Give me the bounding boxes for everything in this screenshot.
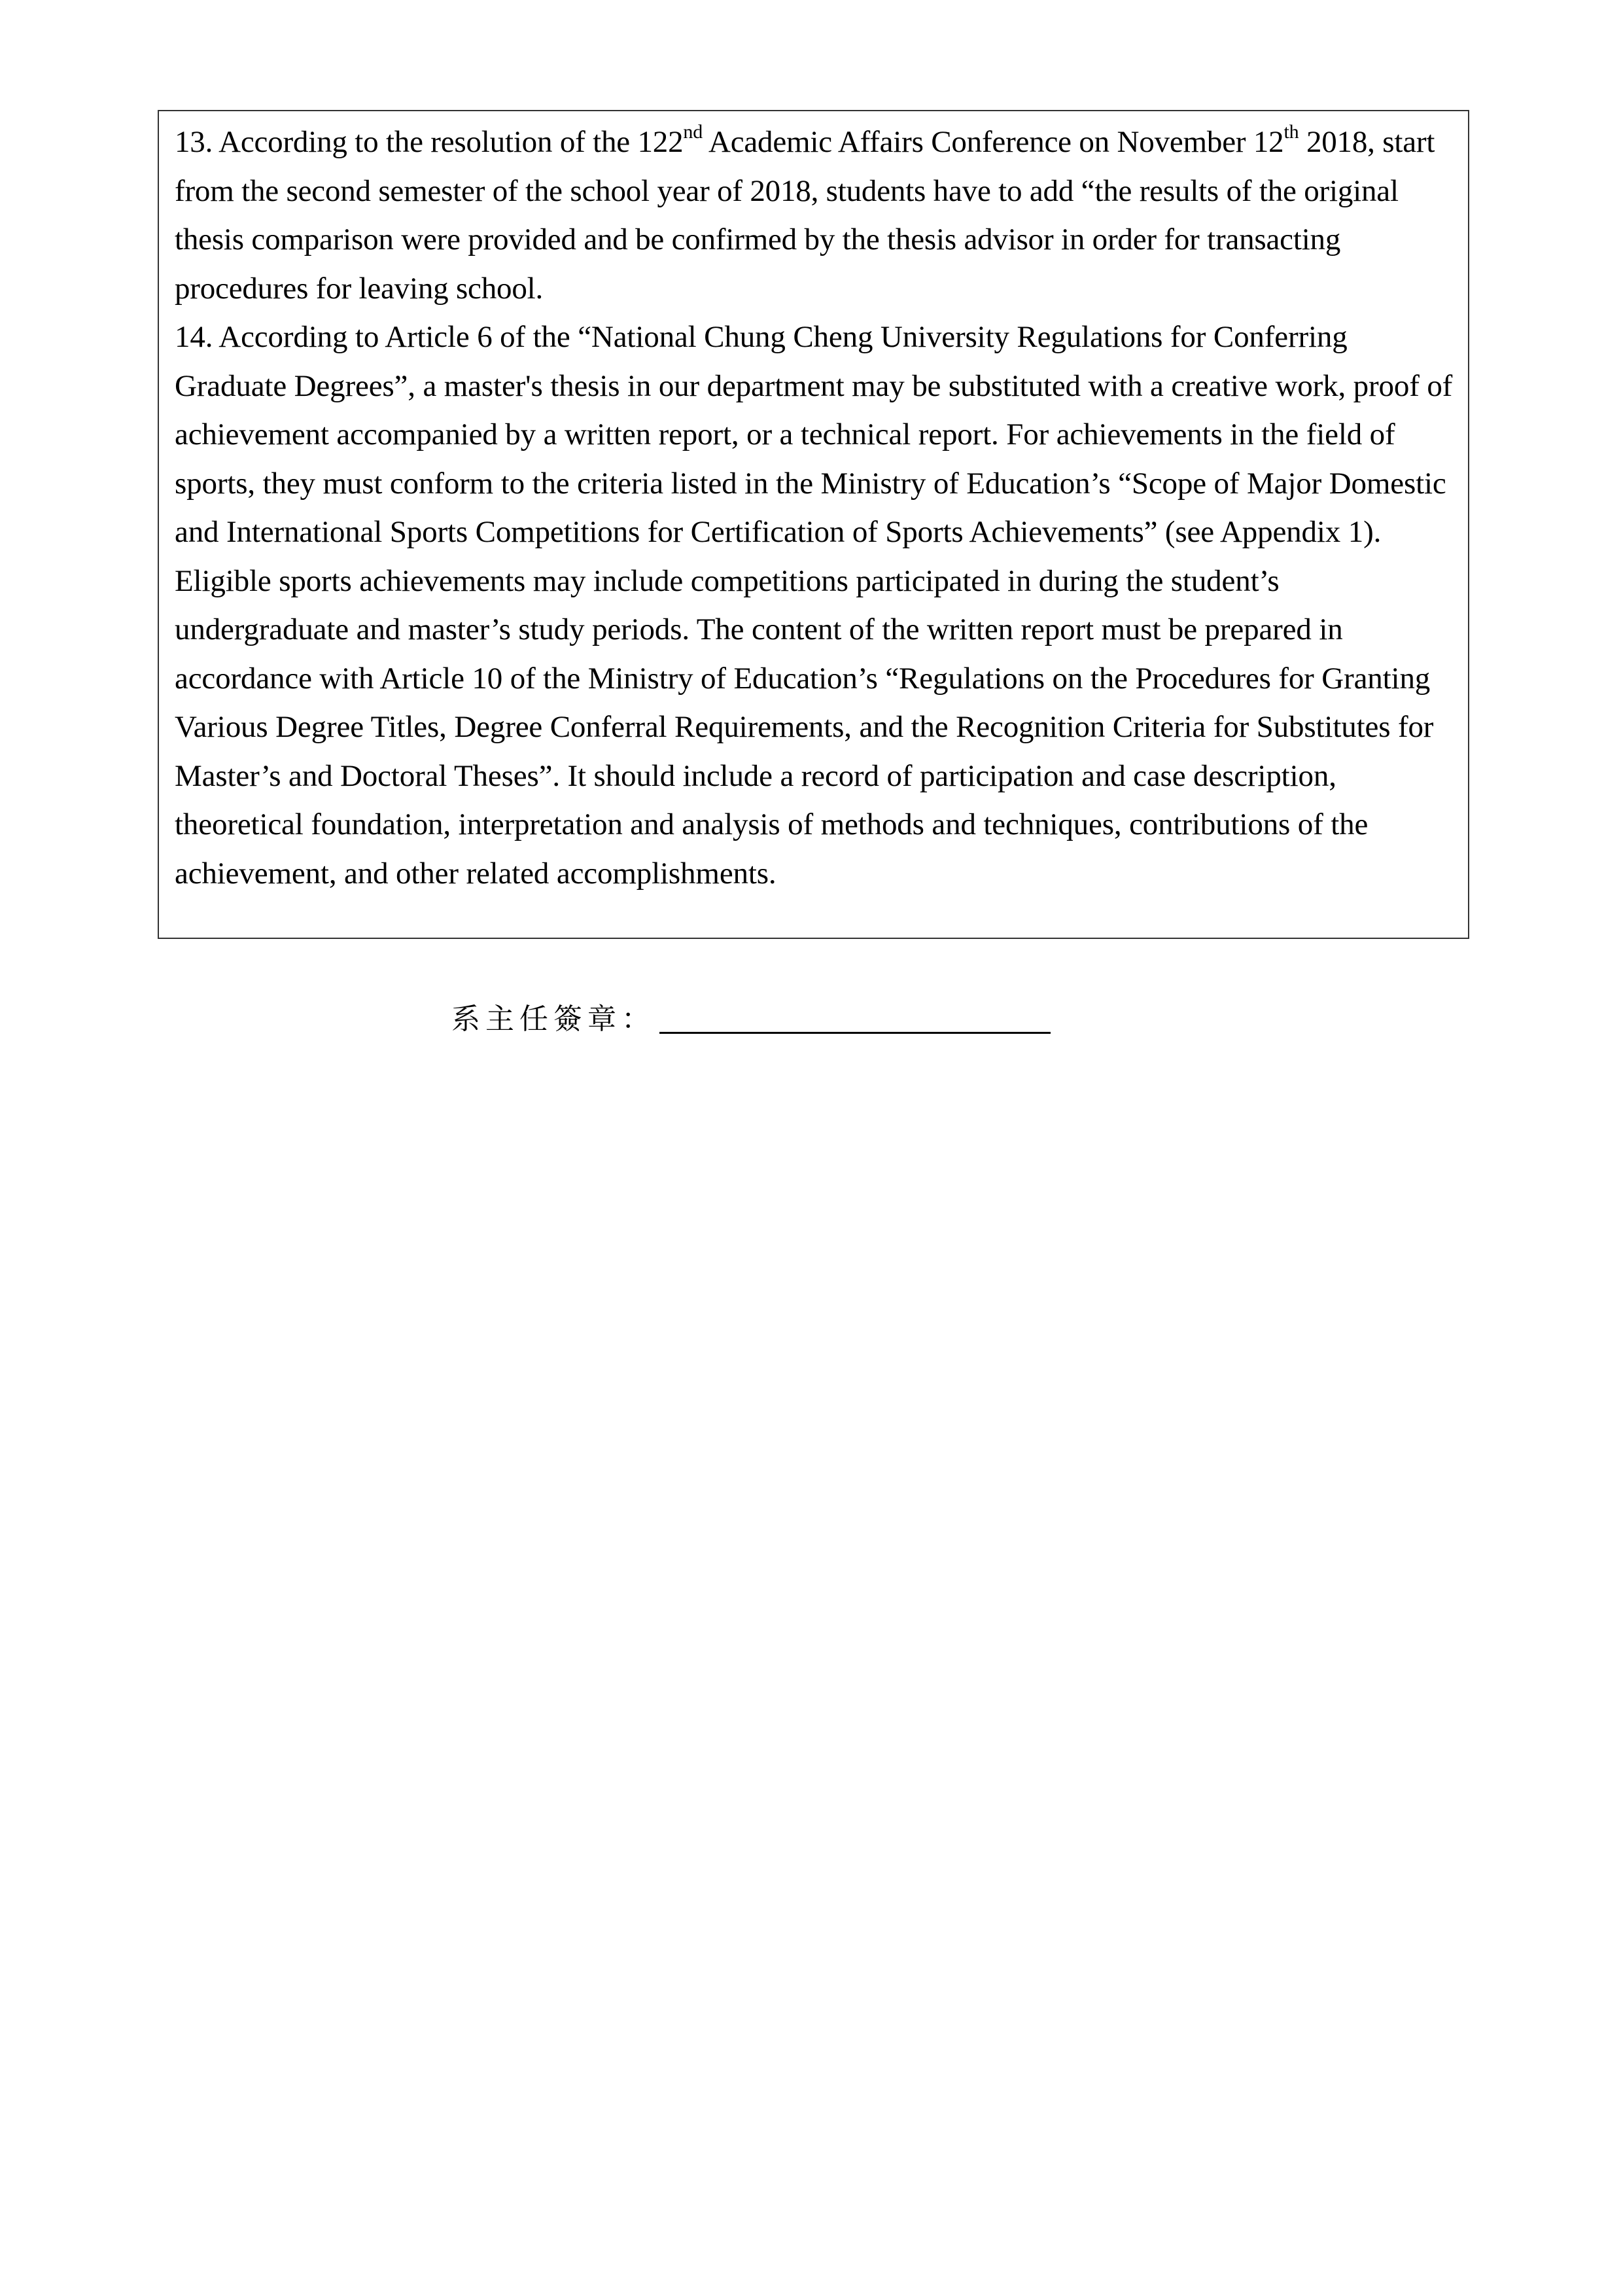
note-13-date-suffix: th — [1283, 121, 1299, 143]
note-13-part3: 2018, start from the second semester of the school year of 2018, students have to add “the results of the original thesis comparison were provided and be confirmed by the thesis advisor in order for transacting procedures for leaving school. — [175, 125, 1435, 306]
signature-line[interactable] — [659, 1032, 1051, 1034]
department-head-signature — [451, 993, 1051, 1039]
note-item-13 — [175, 118, 1459, 313]
note-13-ordinal-suffix: nd — [683, 121, 703, 143]
note-13-part1: 13. According to the resolution of the 122 — [175, 125, 684, 159]
notes-box — [158, 110, 1469, 939]
signature-label: 系主任簽章： — [451, 1002, 655, 1036]
note-item-14: 14. According to Article 6 of the “National Chung Cheng University Regulations for Conferring Graduate Degrees”, a master's thesis in our department may be substituted with a creative work, proof of achievement accompanied by a written report, or a technical report. For achievements in the field of sports, they must conform to the criteria listed in the Ministry of Education’s “Scope of Major Domestic and International Sports Competitions for Certification of Sports Achievements” (see Appendix 1). Eligible sports achievements may include competitions participated in during the student’s undergraduate and master’s study periods. The content of the written report must be prepared in accordance with Article 10 of the Ministry of Education’s “Regulations on the Procedures for Granting Various Degree Titles, Degree Conferral Requirements, and the Recognition Criteria for Substitutes for Master’s and Doctoral Theses”. It should include a record of participation and case description, theoretical foundation, interpretation and analysis of methods and techniques, contributions of the achievement, and other related accomplishments. — [175, 320, 1453, 891]
note-13-part2: Academic Affairs Conference on November 12 — [703, 125, 1284, 159]
